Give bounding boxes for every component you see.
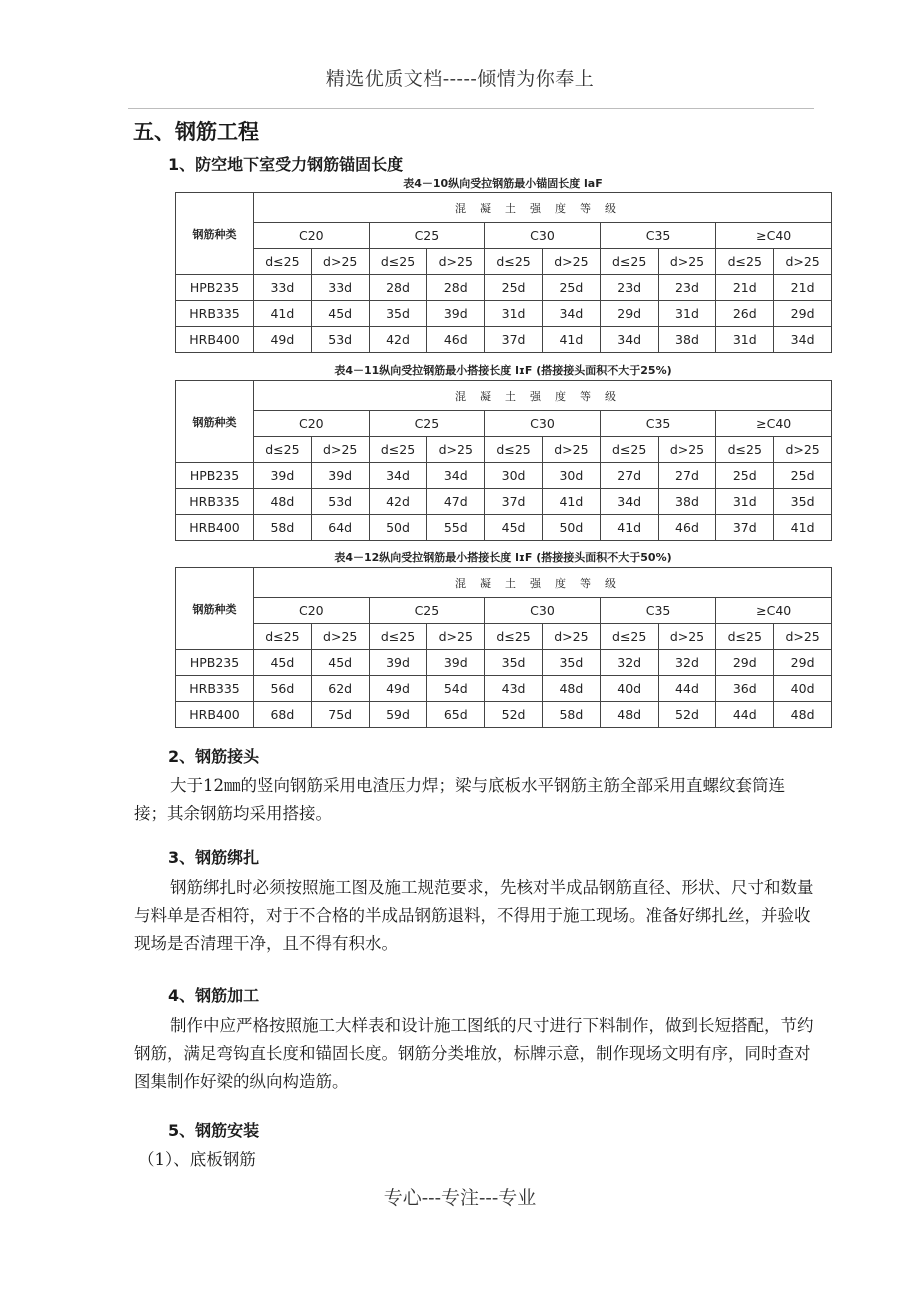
subsection-4-body bbox=[134, 1012, 814, 1096]
table-cell: 23d bbox=[600, 275, 658, 301]
column-header-type: 钢筋种类 bbox=[176, 568, 254, 650]
row-header-type: HRB400 bbox=[176, 327, 254, 353]
column-header-diameter: d>25 bbox=[774, 624, 832, 650]
table-cell: 45d bbox=[485, 515, 543, 541]
table-cell: 35d bbox=[485, 650, 543, 676]
row-header-type: HPB235 bbox=[176, 650, 254, 676]
subsection-3-body bbox=[134, 874, 814, 958]
column-header-grade: C25 bbox=[369, 598, 485, 624]
column-header-grade: C35 bbox=[600, 411, 716, 437]
section-title: 五、钢筋工程 bbox=[133, 120, 259, 144]
table-cell: 64d bbox=[311, 515, 369, 541]
column-header-diameter: d≤25 bbox=[254, 249, 312, 275]
table-cell: 41d bbox=[542, 327, 600, 353]
column-header-diameter: d≤25 bbox=[485, 437, 543, 463]
table-cell: 25d bbox=[774, 463, 832, 489]
table-cell: 37d bbox=[485, 327, 543, 353]
column-header-diameter: d≤25 bbox=[369, 624, 427, 650]
table-cell: 75d bbox=[311, 702, 369, 728]
table-1-caption: 表4－10纵向受拉钢筋最小锚固长度 laF bbox=[403, 177, 603, 190]
table-cell: 31d bbox=[716, 327, 774, 353]
column-header-group: 混凝土强度等级 bbox=[254, 381, 832, 411]
table-cell: 38d bbox=[658, 327, 716, 353]
subsection-5-body bbox=[138, 1146, 818, 1174]
column-header-grade: C20 bbox=[254, 223, 370, 249]
table-cell: 56d bbox=[254, 676, 312, 702]
table-anchorage-length bbox=[175, 192, 832, 353]
subsection-5-title: 5、钢筋安装 bbox=[168, 1121, 260, 1140]
table-row bbox=[176, 650, 832, 676]
column-header-diameter: d>25 bbox=[658, 437, 716, 463]
table-cell: 21d bbox=[774, 275, 832, 301]
table-cell: 49d bbox=[254, 327, 312, 353]
column-header-diameter: d≤25 bbox=[600, 624, 658, 650]
column-header-grade: ≥C40 bbox=[716, 411, 832, 437]
table-cell: 48d bbox=[600, 702, 658, 728]
table-row bbox=[176, 327, 832, 353]
paragraph: 钢筋绑扎时必须按照施工图及施工规范要求，先核对半成品钢筋直径、形状、尺寸和数量与料单是否相符，对于不合格的半成品钢筋退料，不得用于施工现场。准备好绑扎丝，并验收现场是否清理干净，且不得有积水。 bbox=[134, 878, 814, 953]
table-cell: 59d bbox=[369, 702, 427, 728]
header-row-group bbox=[176, 193, 832, 223]
table-row bbox=[176, 275, 832, 301]
column-header-diameter: d>25 bbox=[774, 437, 832, 463]
table-cell: 31d bbox=[485, 301, 543, 327]
column-header-diameter: d≤25 bbox=[485, 249, 543, 275]
header-row-grades bbox=[176, 411, 832, 437]
table-cell: 34d bbox=[542, 301, 600, 327]
table-cell: 33d bbox=[254, 275, 312, 301]
subsection-1-title: 1、防空地下室受力钢筋锚固长度 bbox=[168, 155, 404, 174]
table-cell: 54d bbox=[427, 676, 485, 702]
table-row bbox=[176, 301, 832, 327]
row-header-type: HRB335 bbox=[176, 676, 254, 702]
table-row bbox=[176, 676, 832, 702]
column-header-diameter: d>25 bbox=[658, 249, 716, 275]
column-header-group: 混凝土强度等级 bbox=[254, 568, 832, 598]
header-row-grades bbox=[176, 223, 832, 249]
table-cell: 52d bbox=[485, 702, 543, 728]
column-header-diameter: d>25 bbox=[311, 624, 369, 650]
table-cell: 28d bbox=[369, 275, 427, 301]
table-cell: 55d bbox=[427, 515, 485, 541]
column-header-diameter: d≤25 bbox=[254, 437, 312, 463]
column-header-diameter: d≤25 bbox=[600, 437, 658, 463]
table-cell: 34d bbox=[369, 463, 427, 489]
table-cell: 42d bbox=[369, 327, 427, 353]
table-cell: 45d bbox=[311, 650, 369, 676]
table-cell: 34d bbox=[600, 489, 658, 515]
header-row-grades bbox=[176, 598, 832, 624]
table-cell: 27d bbox=[658, 463, 716, 489]
table-cell: 34d bbox=[427, 463, 485, 489]
table-cell: 43d bbox=[485, 676, 543, 702]
table-cell: 30d bbox=[485, 463, 543, 489]
column-header-grade: C30 bbox=[485, 223, 601, 249]
column-header-diameter: d>25 bbox=[427, 249, 485, 275]
table-cell: 23d bbox=[658, 275, 716, 301]
table-cell: 32d bbox=[600, 650, 658, 676]
table-cell: 31d bbox=[658, 301, 716, 327]
table-cell: 44d bbox=[658, 676, 716, 702]
table-cell: 37d bbox=[485, 489, 543, 515]
table-cell: 68d bbox=[254, 702, 312, 728]
table-lap-length-50 bbox=[175, 567, 832, 728]
table-cell: 53d bbox=[311, 327, 369, 353]
subsection-4-title: 4、钢筋加工 bbox=[168, 986, 260, 1005]
column-header-diameter: d>25 bbox=[427, 624, 485, 650]
column-header-grade: C25 bbox=[369, 223, 485, 249]
column-header-diameter: d≤25 bbox=[369, 437, 427, 463]
column-header-diameter: d>25 bbox=[427, 437, 485, 463]
table-cell: 40d bbox=[600, 676, 658, 702]
column-header-diameter: d>25 bbox=[658, 624, 716, 650]
table-cell: 48d bbox=[254, 489, 312, 515]
table-row bbox=[176, 702, 832, 728]
column-header-diameter: d≤25 bbox=[716, 624, 774, 650]
table-cell: 37d bbox=[716, 515, 774, 541]
column-header-diameter: d≤25 bbox=[716, 249, 774, 275]
table-cell: 45d bbox=[254, 650, 312, 676]
column-header-type: 钢筋种类 bbox=[176, 381, 254, 463]
table-cell: 29d bbox=[600, 301, 658, 327]
table-cell: 35d bbox=[542, 650, 600, 676]
row-header-type: HRB400 bbox=[176, 515, 254, 541]
column-header-diameter: d≤25 bbox=[716, 437, 774, 463]
table-cell: 39d bbox=[311, 463, 369, 489]
table-cell: 41d bbox=[254, 301, 312, 327]
table-cell: 44d bbox=[716, 702, 774, 728]
table-cell: 48d bbox=[774, 702, 832, 728]
column-header-diameter: d≤25 bbox=[485, 624, 543, 650]
table-cell: 41d bbox=[600, 515, 658, 541]
table-cell: 39d bbox=[427, 650, 485, 676]
header-row-diameter bbox=[176, 624, 832, 650]
column-header-grade: C20 bbox=[254, 411, 370, 437]
table-cell: 29d bbox=[774, 301, 832, 327]
column-header-diameter: d>25 bbox=[311, 437, 369, 463]
table-3-caption: 表4－12纵向受拉钢筋最小搭接长度 lɪF (搭接接头面积不大于50%) bbox=[334, 551, 672, 564]
paragraph: 制作中应严格按照施工大样表和设计施工图纸的尺寸进行下料制作，做到长短搭配，节约钢筋，满足弯钩直长度和锚固长度。钢筋分类堆放，标牌示意，制作现场文明有序，同时查对图集制作好梁的纵向构造筋。 bbox=[134, 1016, 814, 1091]
table-cell: 38d bbox=[658, 489, 716, 515]
row-header-type: HPB235 bbox=[176, 463, 254, 489]
table-cell: 27d bbox=[600, 463, 658, 489]
subsection-2-title: 2、钢筋接头 bbox=[168, 747, 260, 766]
table-lap-length-25 bbox=[175, 380, 832, 541]
table-cell: 35d bbox=[369, 301, 427, 327]
header-divider bbox=[128, 108, 814, 109]
column-header-grade: ≥C40 bbox=[716, 223, 832, 249]
table-cell: 39d bbox=[254, 463, 312, 489]
subsection-3-title: 3、钢筋绑扎 bbox=[168, 848, 260, 867]
table-cell: 50d bbox=[542, 515, 600, 541]
table-cell: 39d bbox=[427, 301, 485, 327]
column-header-diameter: d>25 bbox=[542, 249, 600, 275]
table-cell: 34d bbox=[774, 327, 832, 353]
column-header-group: 混凝土强度等级 bbox=[254, 193, 832, 223]
column-header-diameter: d>25 bbox=[542, 624, 600, 650]
subsection-2-body bbox=[134, 772, 814, 828]
table-cell: 52d bbox=[658, 702, 716, 728]
table-cell: 42d bbox=[369, 489, 427, 515]
column-header-grade: C30 bbox=[485, 411, 601, 437]
column-header-diameter: d≤25 bbox=[369, 249, 427, 275]
table-cell: 62d bbox=[311, 676, 369, 702]
table-cell: 33d bbox=[311, 275, 369, 301]
table-cell: 25d bbox=[716, 463, 774, 489]
row-header-type: HPB235 bbox=[176, 275, 254, 301]
table-cell: 32d bbox=[658, 650, 716, 676]
table-cell: 41d bbox=[774, 515, 832, 541]
table-cell: 31d bbox=[716, 489, 774, 515]
column-header-grade: C35 bbox=[600, 598, 716, 624]
table-cell: 28d bbox=[427, 275, 485, 301]
column-header-diameter: d>25 bbox=[774, 249, 832, 275]
list-item: （1）、底板钢筋 bbox=[138, 1150, 256, 1169]
table-cell: 35d bbox=[774, 489, 832, 515]
header-row-diameter bbox=[176, 249, 832, 275]
column-header-grade: C20 bbox=[254, 598, 370, 624]
table-row bbox=[176, 463, 832, 489]
table-cell: 47d bbox=[427, 489, 485, 515]
table-2-caption: 表4－11纵向受拉钢筋最小搭接长度 lɪF (搭接接头面积不大于25%) bbox=[334, 364, 672, 377]
column-header-grade: ≥C40 bbox=[716, 598, 832, 624]
table-cell: 46d bbox=[658, 515, 716, 541]
table-cell: 49d bbox=[369, 676, 427, 702]
row-header-type: HRB335 bbox=[176, 301, 254, 327]
table-cell: 58d bbox=[542, 702, 600, 728]
table-cell: 29d bbox=[716, 650, 774, 676]
table-cell: 36d bbox=[716, 676, 774, 702]
table-cell: 40d bbox=[774, 676, 832, 702]
table-cell: 46d bbox=[427, 327, 485, 353]
table-cell: 48d bbox=[542, 676, 600, 702]
table-cell: 41d bbox=[542, 489, 600, 515]
table-cell: 25d bbox=[542, 275, 600, 301]
header-row-group bbox=[176, 568, 832, 598]
page-header: 精选优质文档-----倾情为你奉上 bbox=[325, 68, 595, 90]
column-header-diameter: d>25 bbox=[311, 249, 369, 275]
table-cell: 39d bbox=[369, 650, 427, 676]
table-cell: 53d bbox=[311, 489, 369, 515]
row-header-type: HRB400 bbox=[176, 702, 254, 728]
table-cell: 65d bbox=[427, 702, 485, 728]
column-header-diameter: d≤25 bbox=[600, 249, 658, 275]
row-header-type: HRB335 bbox=[176, 489, 254, 515]
table-row bbox=[176, 515, 832, 541]
paragraph: 大于12㎜的竖向钢筋采用电渣压力焊；梁与底板水平钢筋主筋全部采用直螺纹套筒连接；其余钢筋均采用搭接。 bbox=[134, 776, 785, 823]
table-cell: 34d bbox=[600, 327, 658, 353]
table-row bbox=[176, 489, 832, 515]
table-cell: 30d bbox=[542, 463, 600, 489]
table-cell: 50d bbox=[369, 515, 427, 541]
column-header-grade: C25 bbox=[369, 411, 485, 437]
table-cell: 29d bbox=[774, 650, 832, 676]
table-cell: 45d bbox=[311, 301, 369, 327]
table-cell: 26d bbox=[716, 301, 774, 327]
column-header-grade: C30 bbox=[485, 598, 601, 624]
table-cell: 58d bbox=[254, 515, 312, 541]
column-header-grade: C35 bbox=[600, 223, 716, 249]
header-row-group bbox=[176, 381, 832, 411]
page-footer: 专心---专注---专业 bbox=[383, 1187, 537, 1209]
header-row-diameter bbox=[176, 437, 832, 463]
table-cell: 25d bbox=[485, 275, 543, 301]
column-header-diameter: d≤25 bbox=[254, 624, 312, 650]
table-cell: 21d bbox=[716, 275, 774, 301]
column-header-diameter: d>25 bbox=[542, 437, 600, 463]
column-header-type: 钢筋种类 bbox=[176, 193, 254, 275]
